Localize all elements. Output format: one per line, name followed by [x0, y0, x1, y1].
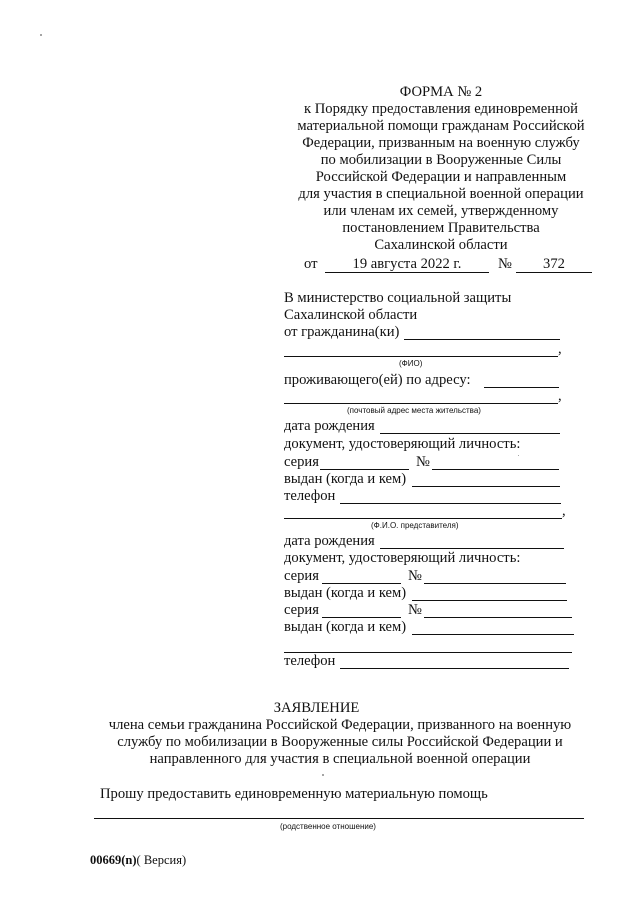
- address-hint: (почтовый адрес места жительства): [347, 406, 481, 415]
- rep-phone-field[interactable]: [340, 668, 569, 669]
- scan-speck: [322, 774, 324, 776]
- number-underline: [516, 272, 592, 273]
- fio-field[interactable]: [284, 356, 558, 357]
- address-field[interactable]: [484, 387, 559, 388]
- series-label: серия: [284, 568, 319, 584]
- date-underline: [325, 272, 489, 273]
- rep-series-field-2[interactable]: [322, 617, 401, 618]
- request-text: Прошу предоставить единовременную материальную помощь: [100, 786, 488, 802]
- birth-date-label: дата рождения: [284, 418, 375, 434]
- phone-field[interactable]: [340, 503, 561, 504]
- form-description-line: Сахалинской области: [374, 237, 508, 253]
- representative-hint: (Ф.И.О. представителя): [371, 521, 459, 530]
- scan-speck: [518, 455, 519, 456]
- id-document-label: документ, удостоверяющий личность:: [284, 550, 521, 566]
- series-field[interactable]: [320, 469, 409, 470]
- number-label: №: [498, 256, 512, 272]
- addressee-line: В министерство социальной защиты: [284, 290, 512, 306]
- doc-number-field[interactable]: [432, 469, 559, 470]
- number-sign: №: [408, 568, 422, 584]
- scan-speck: [40, 34, 42, 36]
- form-title: ФОРМА № 2: [399, 84, 483, 100]
- form-description-line: по мобилизации в Вооруженные Силы: [320, 152, 562, 168]
- rep-issued-field-2[interactable]: [412, 634, 574, 635]
- footer-code-line: [90, 852, 186, 869]
- rep-doc-number-field[interactable]: [424, 583, 566, 584]
- relation-hint: (родственное отношение): [280, 822, 376, 831]
- form-description-line: к Порядку предоставления единовременной: [304, 101, 578, 117]
- statement-line: службу по мобилизации в Вооруженные силы Российской Федерации и: [117, 734, 563, 750]
- footer-version: ( Версия): [136, 853, 187, 867]
- birth-date-field[interactable]: [380, 433, 560, 434]
- from-citizen-label: от гражданина(ки): [284, 324, 400, 340]
- footer-code: 00669(n): [90, 853, 137, 867]
- representative-name-field[interactable]: [284, 518, 562, 519]
- form-date: 19 августа 2022 г.: [352, 256, 462, 272]
- form-number: 372: [543, 256, 565, 272]
- series-label: серия: [284, 454, 319, 470]
- rep-birth-date-field[interactable]: [380, 548, 564, 549]
- rep-series-field[interactable]: [322, 583, 401, 584]
- phone-label: телефон: [284, 653, 336, 669]
- statement-line: направленного для участия в специальной военной операции: [149, 751, 531, 767]
- issued-label: выдан (когда и кем): [284, 471, 407, 487]
- rep-issued-field[interactable]: [412, 600, 567, 601]
- comma: ,: [558, 341, 562, 357]
- addressee-line: Сахалинской области: [284, 307, 418, 323]
- comma: ,: [562, 503, 566, 519]
- fio-hint: (ФИО): [399, 359, 423, 368]
- form-description-line: Российской Федерации и направленным: [315, 169, 567, 185]
- issued-field[interactable]: [412, 486, 560, 487]
- comma: ,: [558, 388, 562, 404]
- birth-date-label: дата рождения: [284, 533, 375, 549]
- rep-doc-number-field-2[interactable]: [424, 617, 572, 618]
- citizen-name-field[interactable]: [404, 339, 560, 340]
- address-line-field[interactable]: [284, 403, 558, 404]
- residing-label: проживающего(ей) по адресу:: [284, 372, 471, 388]
- from-label: от: [304, 256, 318, 272]
- number-sign: №: [416, 454, 430, 470]
- number-sign: №: [408, 602, 422, 618]
- phone-label: телефон: [284, 488, 336, 504]
- id-document-label: документ, удостоверяющий личность:: [284, 436, 521, 452]
- statement-line: члена семьи гражданина Российской Федерации, призванного на военную: [108, 717, 572, 733]
- statement-title: ЗАЯВЛЕНИЕ: [273, 700, 360, 716]
- form-description-line: материальной помощи гражданам Российской: [297, 118, 585, 134]
- form-description-line: постановлением Правительства: [342, 220, 540, 236]
- issued-label: выдан (когда и кем): [284, 619, 407, 635]
- issued-label: выдан (когда и кем): [284, 585, 407, 601]
- form-description-line: для участия в специальной военной операции: [298, 186, 584, 202]
- form-description-line: Федерации, призванным на военную службу: [302, 135, 580, 151]
- form-description-line: или членам их семей, утвержденному: [323, 203, 559, 219]
- series-label: серия: [284, 602, 319, 618]
- relation-field[interactable]: [94, 818, 584, 819]
